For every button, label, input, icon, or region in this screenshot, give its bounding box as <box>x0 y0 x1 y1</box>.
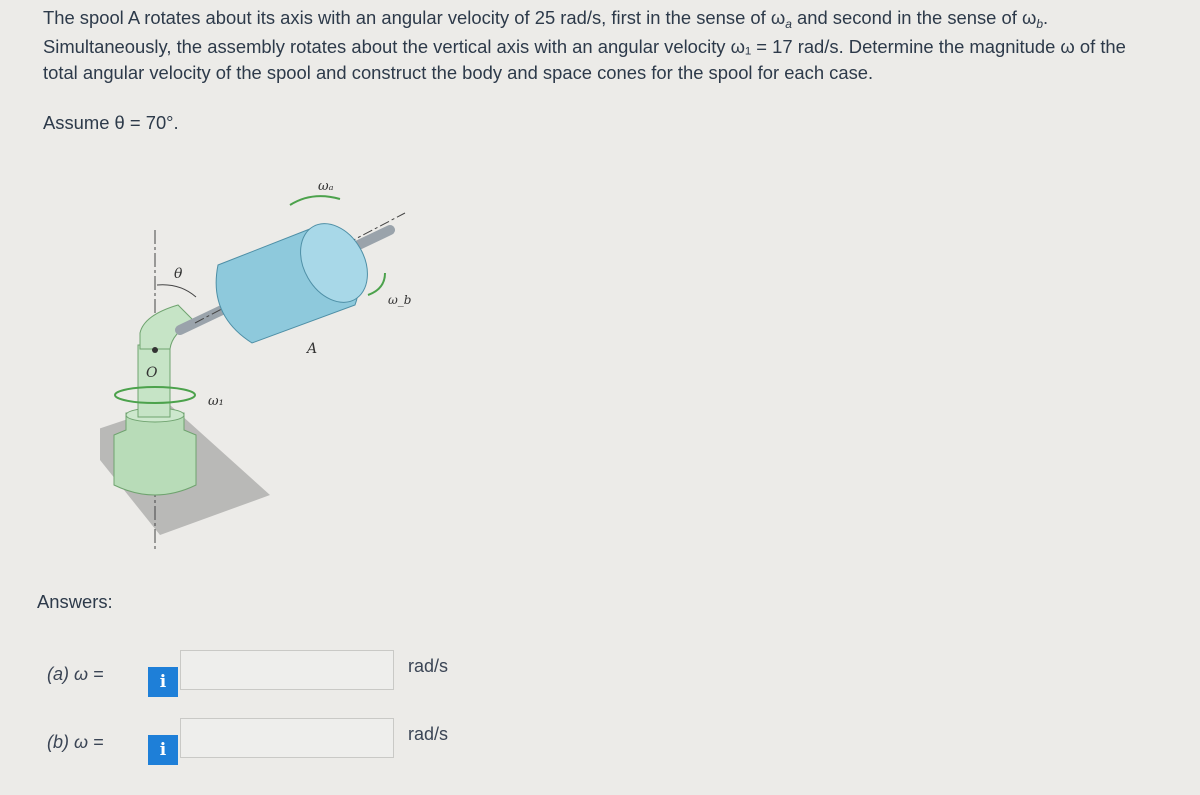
answers-label: Answers: <box>37 591 113 612</box>
omega-a-subscript: a <box>785 17 792 31</box>
theta-label: θ <box>174 266 183 282</box>
problem-line-1: The spool A rotates about its axis with an angular velocity of 25 rad/s, first in the sense of $\omega_a$ and second in the sense of $\omega_b$. <box>43 7 1049 31</box>
info-button-a[interactable]: i <box>148 667 178 697</box>
info-button-b[interactable]: i <box>148 735 178 765</box>
omega-a-arrow <box>290 196 340 205</box>
assume-text: Assume θ = 70°. <box>43 112 179 133</box>
answer-a-input[interactable] <box>180 650 394 690</box>
answer-b-label: (b) ω = <box>47 732 104 752</box>
answer-b-unit: rad/s <box>408 724 449 744</box>
pivot-point <box>152 347 158 353</box>
omega-a-label: ωₐ <box>318 179 334 194</box>
omega-b-label: ω_b <box>388 293 412 307</box>
omega1-label: ω₁ <box>208 394 224 409</box>
answer-a-label: (a) ω = <box>47 664 104 684</box>
answer-row-b <box>47 718 467 760</box>
answer-b-input[interactable] <box>180 718 394 758</box>
spool-a-label: A <box>307 341 318 357</box>
base-pedestal <box>114 413 196 495</box>
spool-assembly-figure <box>100 165 430 555</box>
answer-a-unit: rad/s <box>408 656 449 676</box>
omega-b-subscript: b <box>1036 17 1043 31</box>
answer-row-a <box>47 650 467 692</box>
omega-b-arrow <box>368 273 385 295</box>
theta-arc <box>157 285 196 297</box>
problem-statement <box>43 5 1178 87</box>
problem-line-3: total angular velocity of the spool and construct the body and space cones for the spool for each case. <box>43 62 874 83</box>
support-column <box>138 345 170 417</box>
pivot-o-label: O <box>146 365 158 381</box>
problem-line-2: Simultaneously, the assembly rotates about the vertical axis with an angular velocity ω₁ = 17 rad/s. Determine the magnitude ω of the <box>43 35 1126 57</box>
